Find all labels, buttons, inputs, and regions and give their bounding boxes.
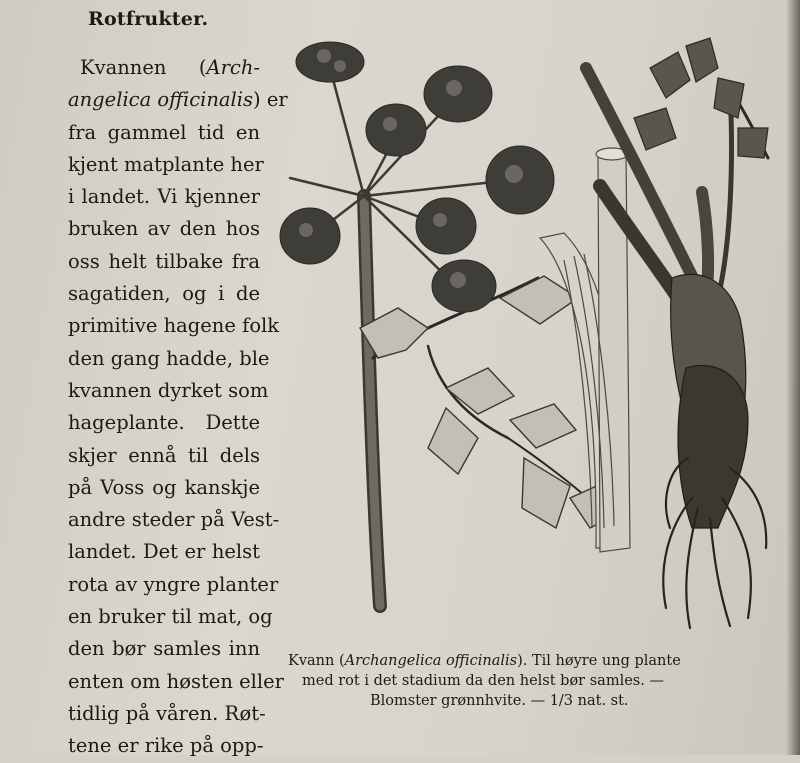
body-text-line: den bør samles inn — [68, 637, 260, 661]
angelica-illustration — [278, 28, 778, 636]
body-text-line: rota av yngre planter — [68, 572, 279, 596]
body-text-line: tene er rike på opp- — [68, 734, 264, 758]
body-text-column — [68, 52, 288, 763]
body-text-line: kvannen dyrket som — [68, 378, 269, 402]
body-text-line: landet. Det er helst — [68, 540, 260, 564]
body-text-line: oss helt tilbake fra — [68, 249, 260, 273]
body-text-line: enten om høsten eller — [68, 669, 284, 693]
body-text-line: tidlig på våren. Røt- — [68, 701, 266, 725]
body-text-line: den gang hadde, ble — [68, 346, 270, 370]
scale-fraction: 1/3 — [549, 693, 574, 709]
body-text-line: i landet. Vi kjenner — [68, 185, 260, 209]
body-text-line: Kvannen (Arch- — [80, 56, 260, 79]
figure-caption — [288, 651, 766, 711]
body-text-line: kjent matplante her — [68, 152, 264, 176]
caption-line-1: Kvann (Archangelica officinalis). Til høyre ung plante — [288, 653, 681, 669]
caption-line-3: Blomster grønnhvite. — 1/3 nat. st. — [370, 693, 629, 709]
body-text-line: på Voss og kanskje — [68, 475, 260, 499]
section-heading: Rotfrukter. — [88, 8, 209, 30]
body-text-line: hageplante. Dette — [68, 411, 260, 435]
body-text-line: bruken av den hos — [68, 217, 260, 241]
body-text-line: skjer ennå til dels — [68, 443, 260, 467]
body-text-line: angelica officinalis) er — [68, 88, 288, 112]
body-text-line: primitive hagene folk — [68, 314, 280, 338]
page-edge-shadow — [786, 0, 800, 755]
body-text-line: andre steder på Vest- — [68, 508, 280, 532]
body-text-line: sagatiden, og i de — [68, 282, 260, 306]
caption-line-2: med rot i det stadium da den helst bør samles. — — [302, 673, 664, 689]
body-text-line: fra gammel tid en — [68, 120, 260, 144]
body-text-line: en bruker til mat, og — [68, 605, 273, 629]
